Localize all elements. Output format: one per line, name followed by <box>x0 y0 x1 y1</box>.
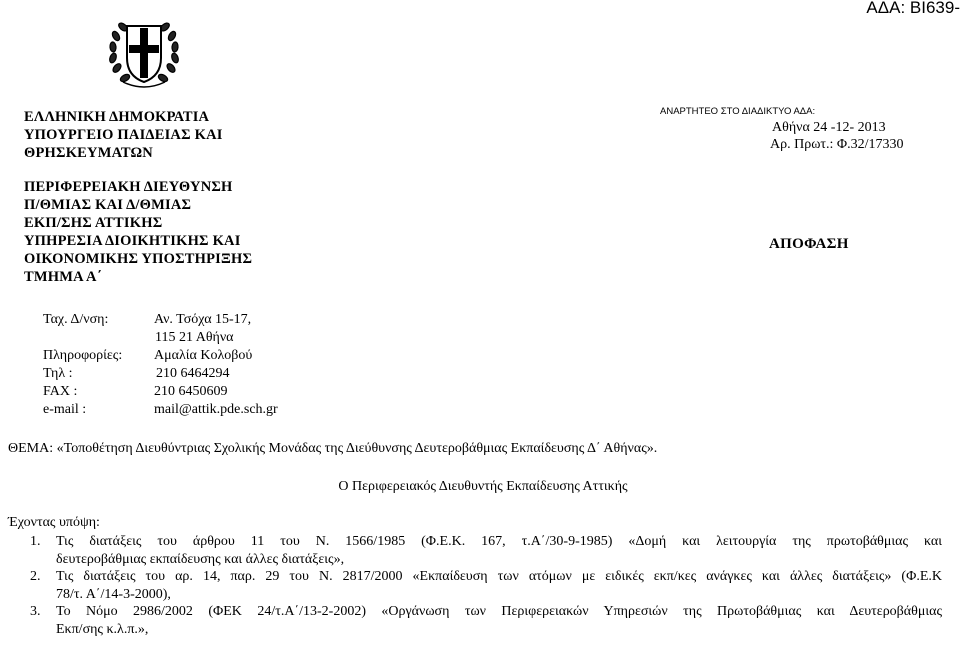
item-text: Τις διατάξεις του αρ. 14, παρ. 29 του Ν. 2817/2000 «Εκπαίδευση των ατόμων με ειδικές εκπ/κες ανάγκες και άλλες διατάξεις» (Φ.Ε.Κ <box>56 569 942 584</box>
item-text: δευτεροβάθμιας εκπαίδευσης και άλλες διατάξεις», <box>56 551 345 567</box>
considerations-list <box>30 533 942 638</box>
fax-row <box>43 383 278 401</box>
list-item <box>30 568 942 603</box>
considering-heading: Έχοντας υπόψη: <box>8 515 100 530</box>
ada-number: ΑΔΑ: ΒΙ639- <box>866 0 960 17</box>
authority-line: ΠΕΡΙΦΕΡΕΙΑΚΗ ΔΙΕΥΘΥΝΣΗ <box>24 179 233 195</box>
authority-line: ΕΛΛΗΝΙΚΗ ΔΗΜΟΚΡΑΤΙΑ <box>24 109 210 125</box>
email-label: e-mail : <box>43 402 87 417</box>
address-label: Ταχ. Δ/νση: <box>43 312 109 327</box>
authority-line: ΟΙΚΟΝΟΜΙΚΗΣ ΥΠΟΣΤΗΡΙΞΗΣ <box>24 251 253 267</box>
email-row <box>43 401 278 419</box>
tel-label: Τηλ : <box>43 366 73 381</box>
tel-row <box>43 365 278 383</box>
item-text: Εκπ/σης κ.λ.π.», <box>56 621 149 637</box>
address-row <box>43 311 278 329</box>
list-item <box>30 533 942 568</box>
document-date: Αθήνα 24 -12- 2013 <box>772 120 886 135</box>
authority-line: Π/ΘΜΙΑΣ ΚΑΙ Δ/ΘΜΙΑΣ <box>24 197 192 213</box>
address-line1: Αν. Τσόχα 15-17, <box>154 312 252 327</box>
authority-line: ΕΚΠ/ΣΗΣ ΑΤΤΙΚΗΣ <box>24 215 163 231</box>
fax-value: 210 6450609 <box>154 384 228 399</box>
date-protocol-block <box>770 119 904 153</box>
directorate-header <box>24 178 252 286</box>
item-text: Τις διατάξεις του άρθρου 11 του Ν. 1566/1985 (Φ.Ε.Κ. 167, τ.Α΄/30-9-1985) «Δομή και λειτουργία της πρωτοβάθμιας και <box>56 534 942 549</box>
authority-line: ΥΠΗΡΕΣΙΑ ΔΙΟΙΚΗΤΙΚΗΣ ΚΑΙ <box>24 233 241 249</box>
item-number: 2. <box>30 569 41 584</box>
item-text: Το Νόμο 2986/2002 (ΦΕΚ 24/τ.Α΄/13-2-2002) «Οργάνωση των Περιφερειακών Υπηρεσιών της Πρωτοβάθμιας και Δευτεροβάθμιας <box>56 604 942 619</box>
tel-value: 210 6464294 <box>156 366 230 381</box>
posted-online-label: ΑΝΑΡΤΗΤΕΟ ΣΤΟ ΔΙΑΔΙΚΤΥΟ ΑΔΑ: <box>660 106 816 117</box>
fax-label: FAX : <box>43 384 78 399</box>
spacer <box>43 329 154 347</box>
item-number: 1. <box>30 534 41 549</box>
info-label: Πληροφορίες: <box>43 348 123 363</box>
address-row-2 <box>43 329 278 347</box>
info-row <box>43 347 278 365</box>
email-value: mail@attik.pde.sch.gr <box>154 402 278 417</box>
contact-details <box>43 311 278 419</box>
subject-line: ΘΕΜΑ: «Τοποθέτηση Διευθύντριας Σχολικής Μονάδας της Διεύθυνσης Δευτεροβάθμιας Εκπαίδευσης Δ΄ Αθήνας». <box>8 441 658 456</box>
info-value: Αμαλία Κολοβού <box>154 348 253 363</box>
protocol-number: Αρ. Πρωτ.: Φ.32/17330 <box>770 137 904 152</box>
director-title: Ο Περιφερειακός Διευθυντής Εκπαίδευσης Αττικής <box>338 479 628 494</box>
item-text: 78/τ. Α΄/14-3-2000), <box>56 586 171 602</box>
address-line2: 115 21 Αθήνα <box>155 330 234 345</box>
item-number: 3. <box>30 604 41 619</box>
authority-line: ΤΜΗΜΑ Α΄ <box>24 269 102 285</box>
authority-line: ΥΠΟΥΡΓΕΙΟ ΠΑΙΔΕΙΑΣ ΚΑΙ <box>24 127 223 143</box>
issuing-authority <box>24 108 252 302</box>
ministry-header <box>24 108 252 162</box>
decision-title: ΑΠΟΦΑΣΗ <box>769 236 849 252</box>
greek-coat-of-arms-icon <box>103 18 185 90</box>
authority-line: ΘΡΗΣΚΕΥΜΑΤΩΝ <box>24 145 153 161</box>
list-item <box>30 603 942 638</box>
